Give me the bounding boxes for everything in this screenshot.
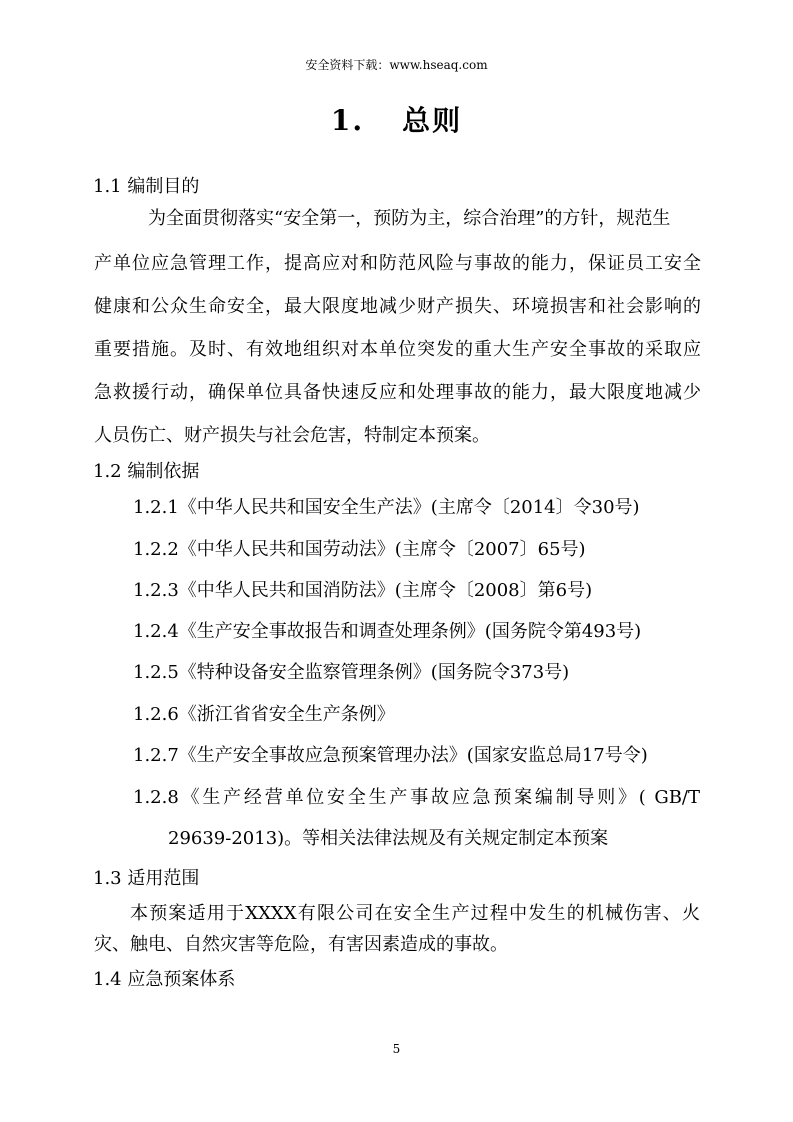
list-item: 1.2.6《浙江省省安全生产条例》 bbox=[133, 704, 395, 725]
list-item: 1.2.4《生产安全事故报告和调查处理条例》(国务院令第493号) bbox=[133, 621, 642, 642]
list-item-continuation: 29639-2013)。等相关法律法规及有关规定制定本预案 bbox=[168, 828, 609, 849]
list-item: 1.2.2《中华人民共和国劳动法》(主席令〔2007〕65号) bbox=[133, 539, 586, 560]
list-item: 1.2.5《特种设备安全监察管理条例》(国务院令373号) bbox=[133, 662, 570, 683]
paragraph-line: 灾、触电、自然灾害等危险，有害因素造成的事故。 bbox=[94, 934, 508, 955]
chapter-title bbox=[0, 101, 793, 141]
paragraph-line: 本预案适用于XXXX有限公司在安全生产过程中发生的机械伤害、火 bbox=[130, 903, 700, 924]
paragraph-line: 为全面贯彻落实“安全第一，预防为主，综合治理”的方针，规范生 bbox=[148, 208, 671, 229]
list-item: 1.2.1《中华人民共和国安全生产法》(主席令〔2014〕令30号) bbox=[133, 497, 640, 518]
section-heading-1-1: 1.1 编制目的 bbox=[93, 176, 200, 197]
list-item: 1.2.7《生产安全事故应急预案管理办法》(国家安监总局17号令) bbox=[133, 745, 648, 766]
section-heading-1-4: 1.4 应急预案体系 bbox=[93, 969, 236, 990]
page-number: 5 bbox=[392, 1042, 401, 1056]
paragraph-line: 产单位应急管理工作，提高应对和防范风险与事故的能力，保证员工安全 bbox=[94, 253, 701, 274]
chapter-title-text: 总则 bbox=[402, 104, 463, 137]
chapter-number: 1. bbox=[330, 104, 365, 137]
section-heading-1-2: 1.2 编制依据 bbox=[93, 461, 200, 482]
paragraph-line: 人员伤亡、财产损失与社会危害，特制定本预案。 bbox=[94, 425, 490, 446]
list-item: 1.2.3《中华人民共和国消防法》(主席令〔2008〕第6号) bbox=[133, 580, 593, 601]
list-item: 1.2.8《生产经营单位安全生产事故应急预案编制导则》( GB/T bbox=[133, 787, 700, 808]
section-heading-1-3: 1.3 适用范围 bbox=[93, 868, 200, 889]
paragraph-line: 重要措施。及时、有效地组织对本单位突发的重大生产安全事故的采取应 bbox=[94, 339, 701, 360]
paragraph-line: 健康和公众生命安全，最大限度地减少财产损失、环境损害和社会影响的 bbox=[94, 296, 701, 317]
page-header: 安全资料下载：www.hseaq.com bbox=[305, 58, 488, 72]
paragraph-line: 急救援行动，确保单位具备快速反应和处理事故的能力，最大限度地减少 bbox=[94, 382, 701, 403]
